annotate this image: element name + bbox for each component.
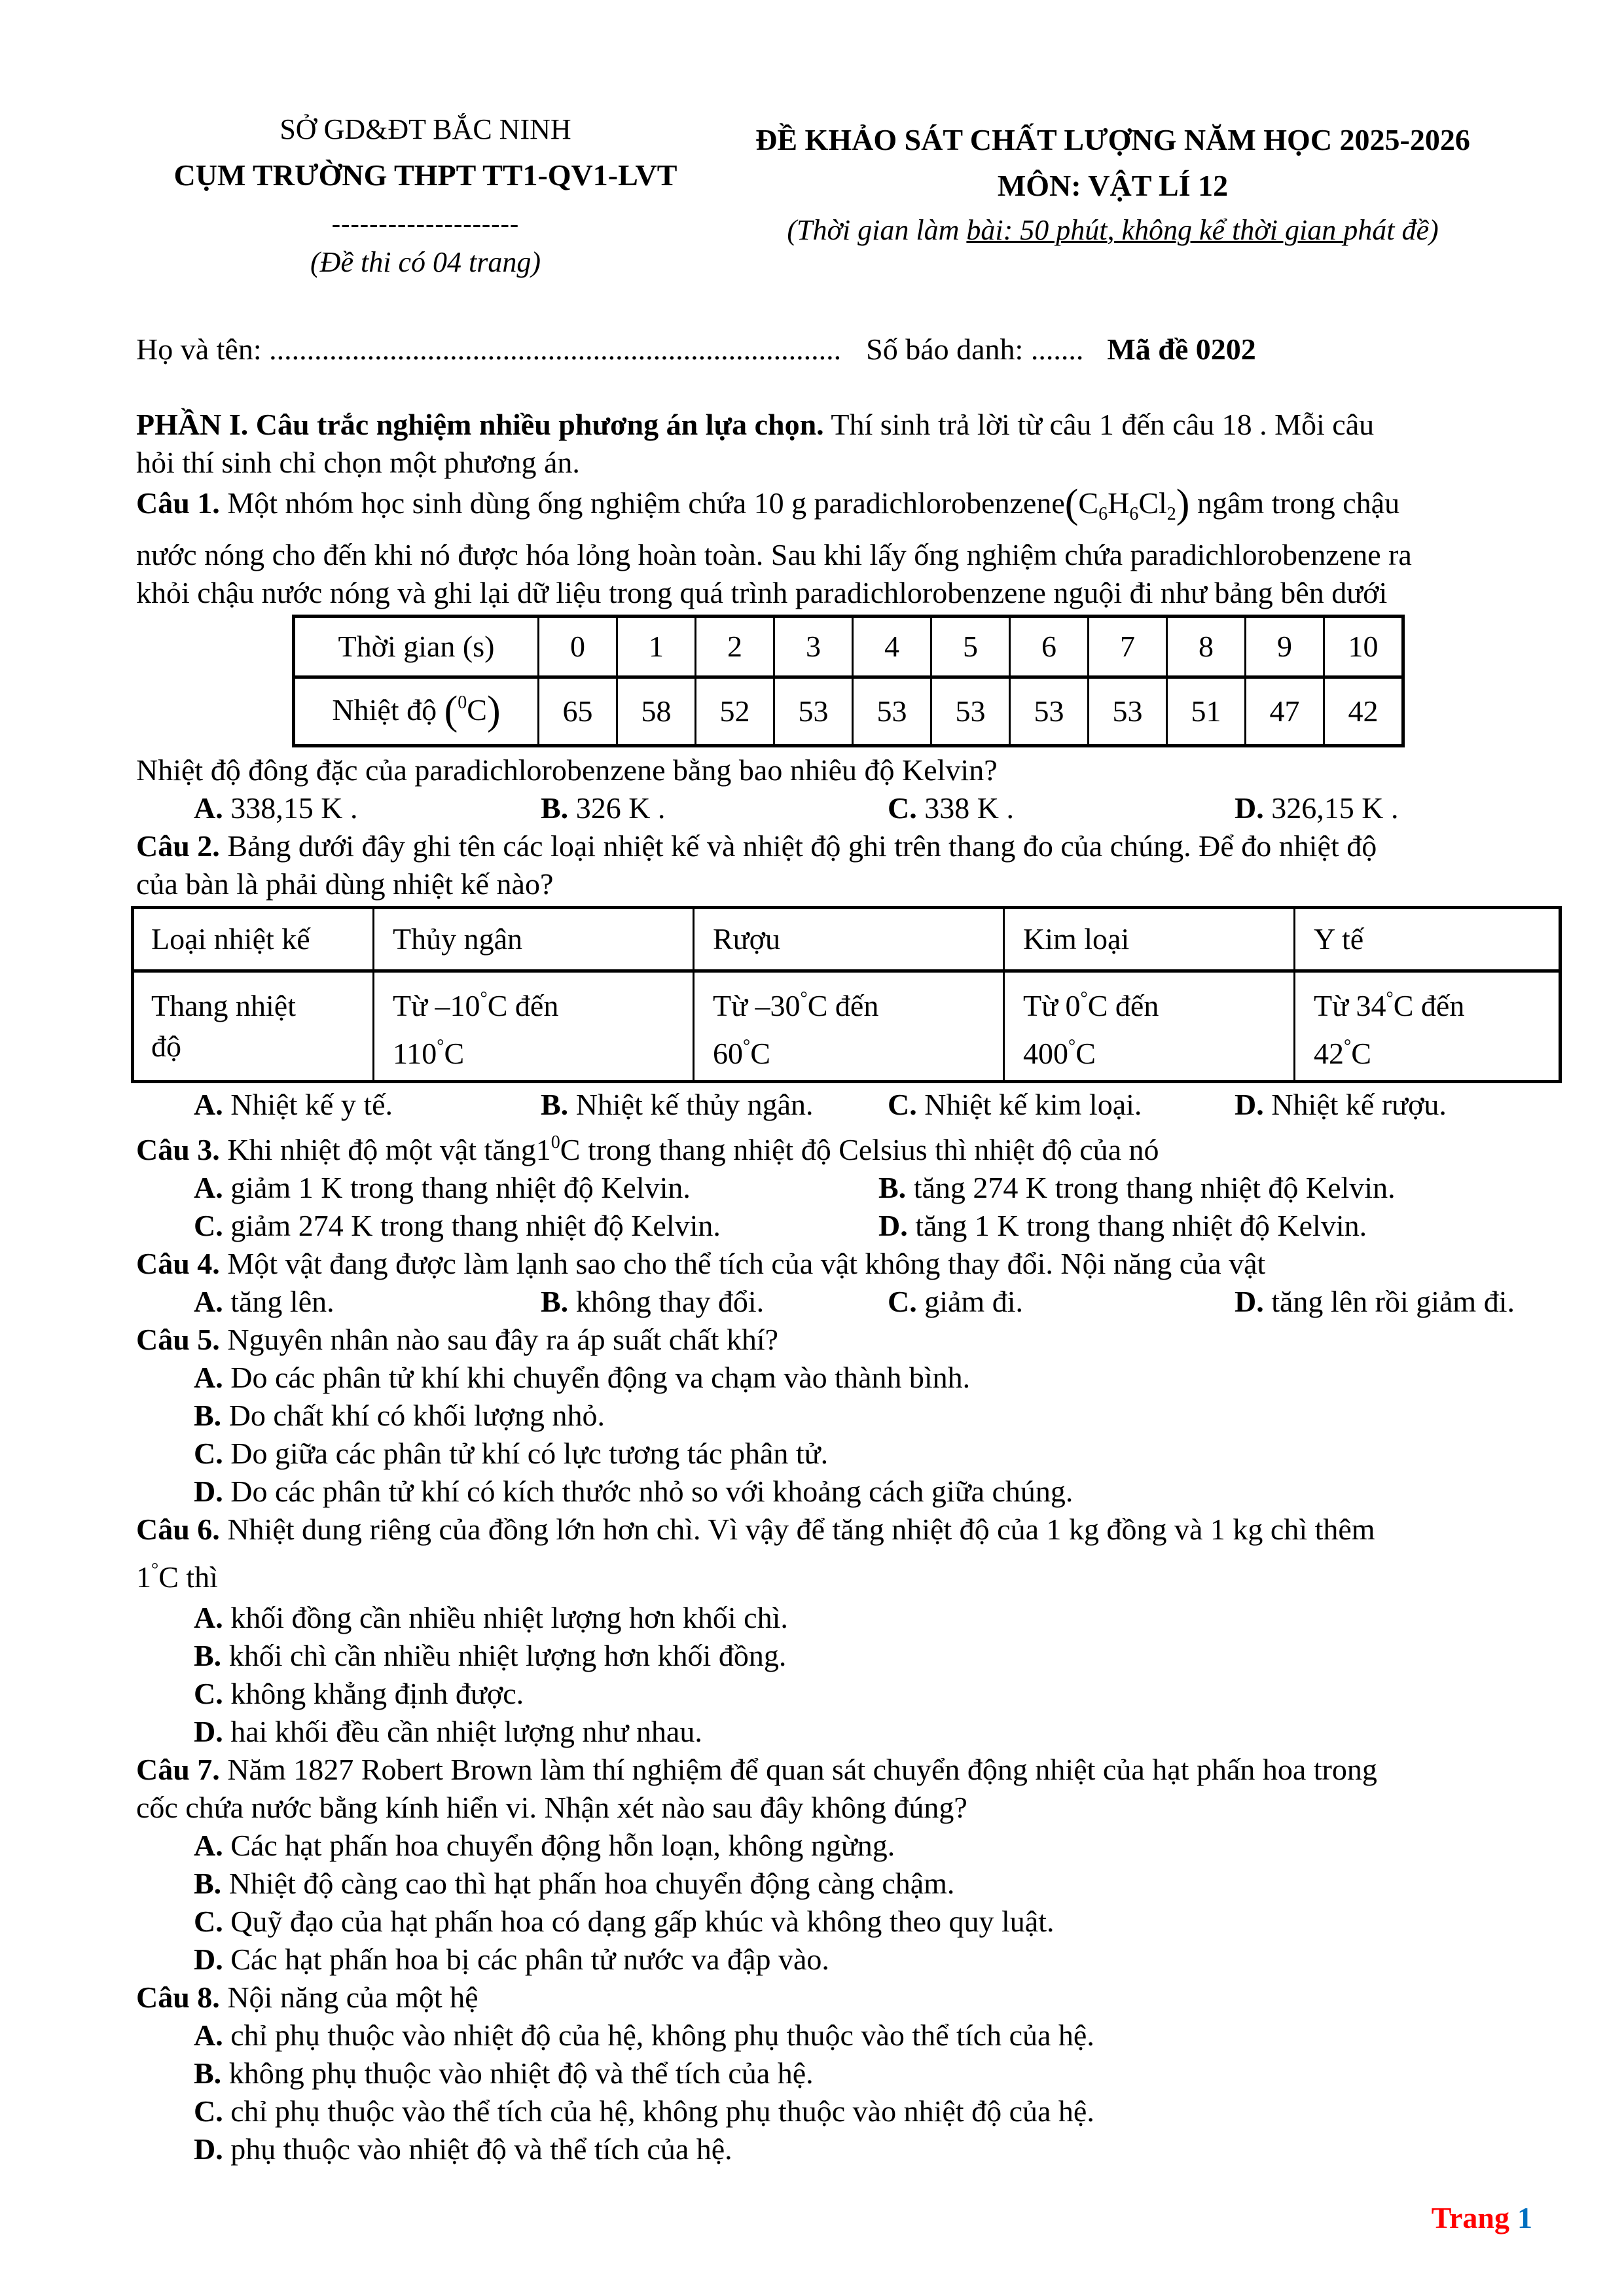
- text-fragment: D.: [1235, 791, 1264, 825]
- option-a[interactable]: [136, 1359, 1563, 1397]
- question-label: Câu 2.: [136, 829, 220, 863]
- text-fragment: C: [1087, 989, 1108, 1022]
- text-fragment: C: [487, 989, 508, 1022]
- text-fragment: B.: [541, 791, 569, 825]
- text-fragment: Do các phân tử khí khi chuyển động va chạm vào thành bình.: [223, 1361, 971, 1394]
- question-1: Câu 1. Một nhóm học sinh dùng ống nghiệm chứa 10 g $paradichlorobenzene(C_6H_6Cl_2)$ ngâm trong chậu nước nóng cho đến khi nó được hóa lỏng hoàn toàn. Sau khi lấy ống nghiệm chứa paradichlorobenzene ra khỏi chậu nước nóng và ghi lại dữ liệu trong quá trình paradichlorobenzene nguội đi như bảng bên dưới Thời gian (s) 0 1 2 3 4 5 6 7 8 9 10 Nhiệt độ ($^0$C) 65 58 52 53 53 53 53 53 51 47 42 Nhiệt độ đông đặc của paradichlorobenzene bằng bao nhiêu độ Kelvin? A. 338,15 K . B. 326 K . C. 338 K . D. 326,15 K .: [136, 482, 1563, 827]
- page-number: 1: [1517, 2201, 1532, 2234]
- text-fragment: B.: [541, 1285, 569, 1318]
- answer-options: [136, 1283, 1563, 1321]
- text-fragment: Thang nhiệt: [151, 989, 296, 1022]
- text-fragment: Do các phân tử khí có kích thước nhỏ so với khoảng cách giữa chúng.: [223, 1475, 1074, 1508]
- text-fragment: A.: [194, 1088, 223, 1121]
- text-fragment: giảm 1 K trong thang nhiệt độ Kelvin.: [223, 1171, 691, 1204]
- text-fragment: °: [1080, 988, 1088, 1009]
- text-fragment: đến: [507, 989, 559, 1022]
- text-fragment: 1: [136, 1560, 151, 1594]
- text-fragment: B.: [194, 2056, 222, 2090]
- text-fragment: A.: [194, 791, 223, 825]
- text-fragment: C.: [194, 2094, 223, 2128]
- text-fragment: 326,15 K .: [1263, 791, 1399, 825]
- option-b[interactable]: [136, 1637, 1563, 1675]
- temperature-cell: 53: [853, 677, 931, 746]
- text-fragment: C: [467, 693, 487, 727]
- option-a[interactable]: [194, 1086, 541, 1124]
- text-fragment: Do giữa các phân tử khí có lực tương tác phân tử.: [223, 1437, 829, 1470]
- part1-instruction-1: Thí sinh trả lời từ câu 1 đến câu 18 . Mỗi câu: [823, 408, 1375, 441]
- text-fragment: Từ 34: [1314, 989, 1386, 1022]
- option-a[interactable]: [194, 789, 541, 827]
- text-fragment: đến: [827, 989, 879, 1022]
- text-fragment: Do chất khí có khối lượng nhỏ.: [221, 1399, 605, 1432]
- time-cell: 9: [1246, 617, 1324, 677]
- text-fragment: Từ –30: [713, 989, 801, 1022]
- temperature-cell: 53: [931, 677, 1010, 746]
- time-note-prefix: (Thời gian làm: [787, 214, 967, 246]
- subject-title: MÔN: VẬT LÍ 12: [997, 168, 1229, 202]
- text-fragment: tăng 1 K trong thang nhiệt độ Kelvin.: [907, 1209, 1367, 1242]
- option-a[interactable]: [136, 1827, 1563, 1865]
- option-d[interactable]: [1235, 1086, 1562, 1124]
- text-fragment: A.: [194, 1361, 223, 1394]
- thermometer-table: [131, 906, 1562, 1083]
- text-fragment: Cl: [1138, 486, 1167, 520]
- part1-instruction-2: hỏi thí sinh chỉ chọn một phương án.: [136, 446, 580, 479]
- option-d[interactable]: [136, 1713, 1563, 1751]
- text-fragment: khối đồng cần nhiều nhiệt lượng hơn khối chì.: [223, 1601, 788, 1634]
- text-fragment: A.: [194, 1601, 223, 1634]
- table-row-ranges: [133, 971, 1561, 1082]
- option-c[interactable]: [888, 1086, 1235, 1124]
- thermometer-type-cell: Thủy ngân: [374, 908, 694, 971]
- option-d[interactable]: [1235, 1283, 1562, 1321]
- time-cell: 3: [774, 617, 853, 677]
- question-label: Câu 3.: [136, 1133, 220, 1166]
- table-row-time: [294, 617, 1403, 677]
- text-fragment: C: [750, 1037, 770, 1070]
- candidate-info: [136, 331, 1576, 368]
- text-fragment: C: [444, 1037, 465, 1070]
- answer-options: [136, 1207, 1563, 1245]
- text-fragment: Nhiệt kế rượu.: [1263, 1088, 1447, 1121]
- temperature-cell: 65: [539, 677, 617, 746]
- option-c[interactable]: [136, 1675, 1563, 1713]
- time-note-suffix: phát đề): [1343, 214, 1439, 246]
- exam-title: ĐỀ KHẢO SÁT CHẤT LƯỢNG NĂM HỌC 2025-2026: [755, 123, 1470, 156]
- text-fragment: chỉ phụ thuộc vào nhiệt độ của hệ, không phụ thuộc vào thể tích của hệ.: [223, 2018, 1094, 2052]
- header-right: [694, 121, 1532, 248]
- answer-options: [136, 1086, 1563, 1124]
- question-label: Câu 4.: [136, 1247, 220, 1280]
- text-fragment: 42: [1314, 1037, 1344, 1070]
- text-fragment: Năm 1827 Robert Brown làm thí nghiệm để quan sát chuyển động nhiệt của hạt phấn hoa trong: [219, 1753, 1377, 1786]
- text-fragment: °: [1344, 1036, 1352, 1056]
- option-a[interactable]: [194, 1283, 541, 1321]
- table-header-range: [133, 971, 374, 1082]
- text-fragment: đến: [1108, 989, 1159, 1022]
- text-fragment: Bảng dưới đây ghi tên các loại nhiệt kế và nhiệt độ ghi trên thang đo của chúng. Để đo nhiệt độ: [219, 829, 1377, 863]
- question-4: [136, 1245, 1563, 1321]
- school-cluster-name: CỤM TRƯỜNG THPT TT1-QV1-LVT: [173, 158, 677, 192]
- question-8: [136, 1979, 1563, 2168]
- text-fragment: Các hạt phấn hoa chuyển động hỗn loạn, không ngừng.: [223, 1829, 895, 1862]
- temperature-cell: 53: [774, 677, 853, 746]
- text-fragment: 0: [550, 1132, 560, 1153]
- text-fragment: 326 K .: [568, 791, 666, 825]
- text-fragment: tăng 274 K trong thang nhiệt độ Kelvin.: [906, 1171, 1396, 1204]
- text-fragment: 338,15 K .: [223, 791, 358, 825]
- question-prompt: Nhiệt độ đông đặc của paradichlorobenzene bằng bao nhiêu độ Kelvin?: [136, 753, 998, 787]
- text-fragment: Quỹ đạo của hạt phấn hoa có dạng gấp khúc và không theo quy luật.: [223, 1905, 1055, 1938]
- text-fragment: Nhiệt kế y tế.: [223, 1088, 393, 1121]
- text-fragment: D.: [194, 1715, 223, 1748]
- time-note-underlined: bài: 50 phút, không kể thời gian: [966, 214, 1344, 246]
- temperature-cell: 42: [1324, 677, 1403, 746]
- answer-options: [136, 789, 1563, 827]
- temperature-cell: 53: [1010, 677, 1089, 746]
- table-row-temperature: [294, 677, 1403, 746]
- header-separator: --------------------: [331, 208, 520, 238]
- range-cell: [374, 971, 694, 1082]
- part1-title: PHẦN I. Câu trắc nghiệm nhiều phương án lựa chọn.: [136, 408, 824, 441]
- thermometer-type-cell: Rượu: [694, 908, 1004, 971]
- text-fragment: C.: [888, 1088, 917, 1121]
- option-b[interactable]: [136, 1397, 1563, 1435]
- text-fragment: giảm 274 K trong thang nhiệt độ Kelvin.: [223, 1209, 721, 1242]
- text-fragment: D.: [1235, 1285, 1264, 1318]
- exam-code: Mã đề 0202: [1107, 332, 1256, 366]
- option-b[interactable]: [878, 1169, 1563, 1207]
- text-fragment: °: [480, 988, 488, 1009]
- page-footer: [1432, 2199, 1532, 2237]
- option-d[interactable]: [878, 1207, 1563, 1245]
- text-fragment: C.: [888, 791, 917, 825]
- option-d[interactable]: [136, 1473, 1563, 1511]
- text-fragment: đến: [1413, 989, 1465, 1022]
- text-fragment: C: [1075, 1037, 1096, 1070]
- question-5: [136, 1321, 1563, 1511]
- text-fragment: Nguyên nhân nào sau đây ra áp suất chất khí?: [219, 1323, 779, 1356]
- time-cell: 5: [931, 617, 1010, 677]
- text-fragment: Nhiệt độ: [332, 693, 444, 727]
- text-fragment: A.: [194, 2018, 223, 2052]
- text-fragment: 110: [393, 1037, 437, 1070]
- text-fragment: Nhiệt kế thủy ngân.: [568, 1088, 814, 1121]
- temperature-cell: 58: [617, 677, 696, 746]
- table-header-temperature: Nhiệt độ ($^0$C): [294, 677, 539, 746]
- text-fragment: Từ –10: [393, 989, 480, 1022]
- text-fragment: Nhiệt độ càng cao thì hạt phấn hoa chuyển động càng chậm.: [221, 1867, 955, 1900]
- text-fragment: 400: [1023, 1037, 1068, 1070]
- option-c[interactable]: [888, 1283, 1235, 1321]
- range-cell: [1295, 971, 1561, 1082]
- text-fragment: C: [1078, 486, 1099, 520]
- text-fragment: °: [743, 1036, 751, 1056]
- text-fragment: tăng lên.: [223, 1285, 334, 1318]
- text-fragment: ngâm trong chậu: [1189, 486, 1400, 520]
- text-fragment: 60: [713, 1037, 743, 1070]
- text-fragment: °: [437, 1036, 444, 1056]
- text-fragment: Nhiệt dung riêng của đồng lớn hơn chì. Vì vậy để tăng nhiệt độ của 1 kg đồng và 1 kg chì thêm: [219, 1513, 1375, 1546]
- text-fragment: không phụ thuộc vào nhiệt độ và thể tích của hệ.: [221, 2056, 814, 2090]
- question-label: Câu 7.: [136, 1753, 220, 1786]
- answer-options: [136, 1169, 1563, 1207]
- thermometer-type-cell: Kim loại: [1004, 908, 1295, 971]
- option-d[interactable]: [136, 2130, 1563, 2168]
- option-d[interactable]: [136, 1941, 1563, 1979]
- text-fragment: hai khối đều cần nhiệt lượng như nhau.: [223, 1715, 702, 1748]
- option-b[interactable]: [541, 1283, 888, 1321]
- time-note: [694, 212, 1532, 248]
- text-fragment: khối chì cần nhiều nhiệt lượng hơn khối đồng.: [221, 1639, 787, 1672]
- question-6: [136, 1511, 1563, 1751]
- text-fragment: C: [1351, 1037, 1371, 1070]
- time-cell: 1: [617, 617, 696, 677]
- option-c[interactable]: [136, 1903, 1563, 1941]
- option-d[interactable]: [1235, 789, 1562, 827]
- text-fragment: phụ thuộc vào nhiệt độ và thể tích của hệ.: [223, 2132, 732, 2166]
- option-a[interactable]: [136, 1599, 1563, 1637]
- text-fragment: D.: [194, 1475, 223, 1508]
- text-fragment: C thì: [158, 1560, 218, 1594]
- text-fragment: A.: [194, 1829, 223, 1862]
- text-fragment: C.: [888, 1285, 917, 1318]
- range-cell: [694, 971, 1004, 1082]
- page-count-note: (Đề thi có 04 trang): [310, 245, 541, 278]
- text-fragment: C trong thang nhiệt độ Celsius thì nhiệt độ của nó: [560, 1133, 1159, 1166]
- question-7: Câu 7. Năm 1827 Robert Brown làm thí nghiệm để quan sát chuyển động nhiệt của hạt phấn hoa trong cốc chứa nước bằng kính hiển vi. Nhận xét nào sau đây không đúng? A. Các hạt phấn hoa chuyển động hỗn loạn, không ngừng. B. Nhiệt độ càng cao thì hạt phấn hoa chuyển động càng chậm. C. Quỹ đạo của hạt phấn hoa có dạng gấp khúc và không theo quy luật. D. Các hạt phấn hoa bị các phân tử nước va đập vào.: [136, 1751, 1563, 1979]
- text-fragment: A.: [194, 1171, 223, 1204]
- text-fragment: C: [1393, 989, 1414, 1022]
- time-cell: 2: [696, 617, 774, 677]
- question-2: Câu 2. Bảng dưới đây ghi tên các loại nhiệt kế và nhiệt độ ghi trên thang đo của chúng. Để đo nhiệt độ của bàn là phải dùng nhiệt kế nào? Loại nhiệt kế Thủy ngân Rượu Kim loại Y tế Thang nhiệt độ Từ –10°C đến 110°C Từ –30°C đến 60°C Từ 0°C đến 400°C Từ 34°C đến 42°C A. Nhiệt kế y tế. B. Nhiệt kế thủy ngân. C. Nhiệt kế kim loại. D. Nhiệt kế rượu.: [136, 827, 1563, 1124]
- option-b[interactable]: [541, 1086, 888, 1124]
- option-a[interactable]: [194, 1169, 878, 1207]
- text-fragment: C.: [194, 1677, 223, 1710]
- candidate-name-field[interactable]: Họ và tên: ............................................................................: [136, 332, 842, 366]
- thermometer-type-cell: Y tế: [1295, 908, 1561, 971]
- option-b[interactable]: [136, 1865, 1563, 1903]
- text-fragment: C.: [194, 1437, 223, 1470]
- text-fragment: H: [1108, 486, 1130, 520]
- text-fragment: B.: [194, 1867, 222, 1900]
- text-fragment: B.: [878, 1171, 907, 1204]
- text-fragment: 6: [1098, 504, 1108, 524]
- text-fragment: 6: [1129, 504, 1139, 524]
- text-fragment: A.: [194, 1285, 223, 1318]
- part1-heading: [136, 406, 1563, 444]
- option-c[interactable]: [888, 789, 1235, 827]
- option-b[interactable]: [541, 789, 888, 827]
- table-row-types: [133, 908, 1561, 971]
- text-fragment: B.: [541, 1088, 569, 1121]
- temperature-cell: 51: [1167, 677, 1246, 746]
- range-cell: [1004, 971, 1295, 1082]
- text-fragment: °: [800, 988, 808, 1009]
- cooling-data-table: [292, 615, 1405, 747]
- candidate-id-field[interactable]: Số báo danh: .......: [866, 332, 1084, 366]
- text-fragment: B.: [194, 1399, 222, 1432]
- text-fragment: Từ 0: [1023, 989, 1081, 1022]
- text-fragment: 338 K .: [916, 791, 1014, 825]
- option-a[interactable]: [136, 2017, 1563, 2054]
- text-fragment: B.: [194, 1639, 222, 1672]
- question-3: [136, 1124, 1563, 1245]
- text-fragment: °: [151, 1560, 159, 1580]
- text-fragment: °: [1386, 988, 1394, 1009]
- time-cell: 0: [539, 617, 617, 677]
- text-fragment: tăng lên rồi giảm đi.: [1263, 1285, 1515, 1318]
- text-fragment: C: [807, 989, 828, 1022]
- text-fragment: Nội năng của một hệ: [219, 1981, 478, 2014]
- text-fragment: C.: [194, 1209, 223, 1242]
- text-fragment: không khẳng định được.: [223, 1677, 524, 1710]
- text-fragment: 0: [458, 692, 467, 713]
- temperature-cell: 47: [1246, 677, 1324, 746]
- option-c[interactable]: [136, 1435, 1563, 1473]
- header-left: [131, 111, 720, 280]
- option-c[interactable]: [136, 2092, 1563, 2130]
- department-name: SỞ GD&ĐT BẮC NINH: [280, 113, 571, 145]
- text-fragment: không thay đổi.: [568, 1285, 765, 1318]
- table-header-type: Loại nhiệt kế: [133, 908, 374, 971]
- time-cell: 6: [1010, 617, 1089, 677]
- page-word: Trang: [1431, 2201, 1509, 2234]
- text-fragment: Nhiệt kế kim loại.: [916, 1088, 1142, 1121]
- text-fragment: D.: [194, 2132, 223, 2166]
- question-label: Câu 5.: [136, 1323, 220, 1356]
- text-fragment: Một nhóm học sinh dùng ống nghiệm chứa 10 g paradichlorobenzene: [219, 486, 1065, 520]
- text-fragment: Các hạt phấn hoa bị các phân tử nước va đập vào.: [223, 1943, 829, 1976]
- option-b[interactable]: [136, 2054, 1563, 2092]
- text-fragment: Một vật đang được làm lạnh sao cho thể tích của vật không thay đổi. Nội năng của vật: [219, 1247, 1266, 1280]
- question-label: Câu 6.: [136, 1513, 220, 1546]
- question-label: Câu 1.: [136, 486, 220, 520]
- text-fragment: Khi nhiệt độ một vật tăng1: [219, 1133, 551, 1166]
- text-fragment: C.: [194, 1905, 223, 1938]
- text-fragment: giảm đi.: [916, 1285, 1023, 1318]
- temperature-cell: 52: [696, 677, 774, 746]
- text-fragment: D.: [194, 1943, 223, 1976]
- time-cell: 10: [1324, 617, 1403, 677]
- text-fragment: D.: [878, 1209, 908, 1242]
- text-fragment: chỉ phụ thuộc vào thể tích của hệ, không phụ thuộc vào nhiệt độ của hệ.: [223, 2094, 1094, 2128]
- time-cell: 7: [1089, 617, 1167, 677]
- time-cell: 8: [1167, 617, 1246, 677]
- time-cell: 4: [853, 617, 931, 677]
- chemical-formula: [1078, 486, 1176, 524]
- option-c[interactable]: [194, 1207, 878, 1245]
- table-header-time: Thời gian (s): [294, 617, 539, 677]
- question-label: Câu 8.: [136, 1981, 220, 2014]
- text-fragment: 2: [1166, 504, 1176, 524]
- text-fragment: °: [1068, 1036, 1076, 1056]
- text-fragment: độ: [151, 1030, 181, 1063]
- temperature-cell: 53: [1089, 677, 1167, 746]
- text-fragment: D.: [1235, 1088, 1264, 1121]
- exam-content: [136, 406, 1563, 2168]
